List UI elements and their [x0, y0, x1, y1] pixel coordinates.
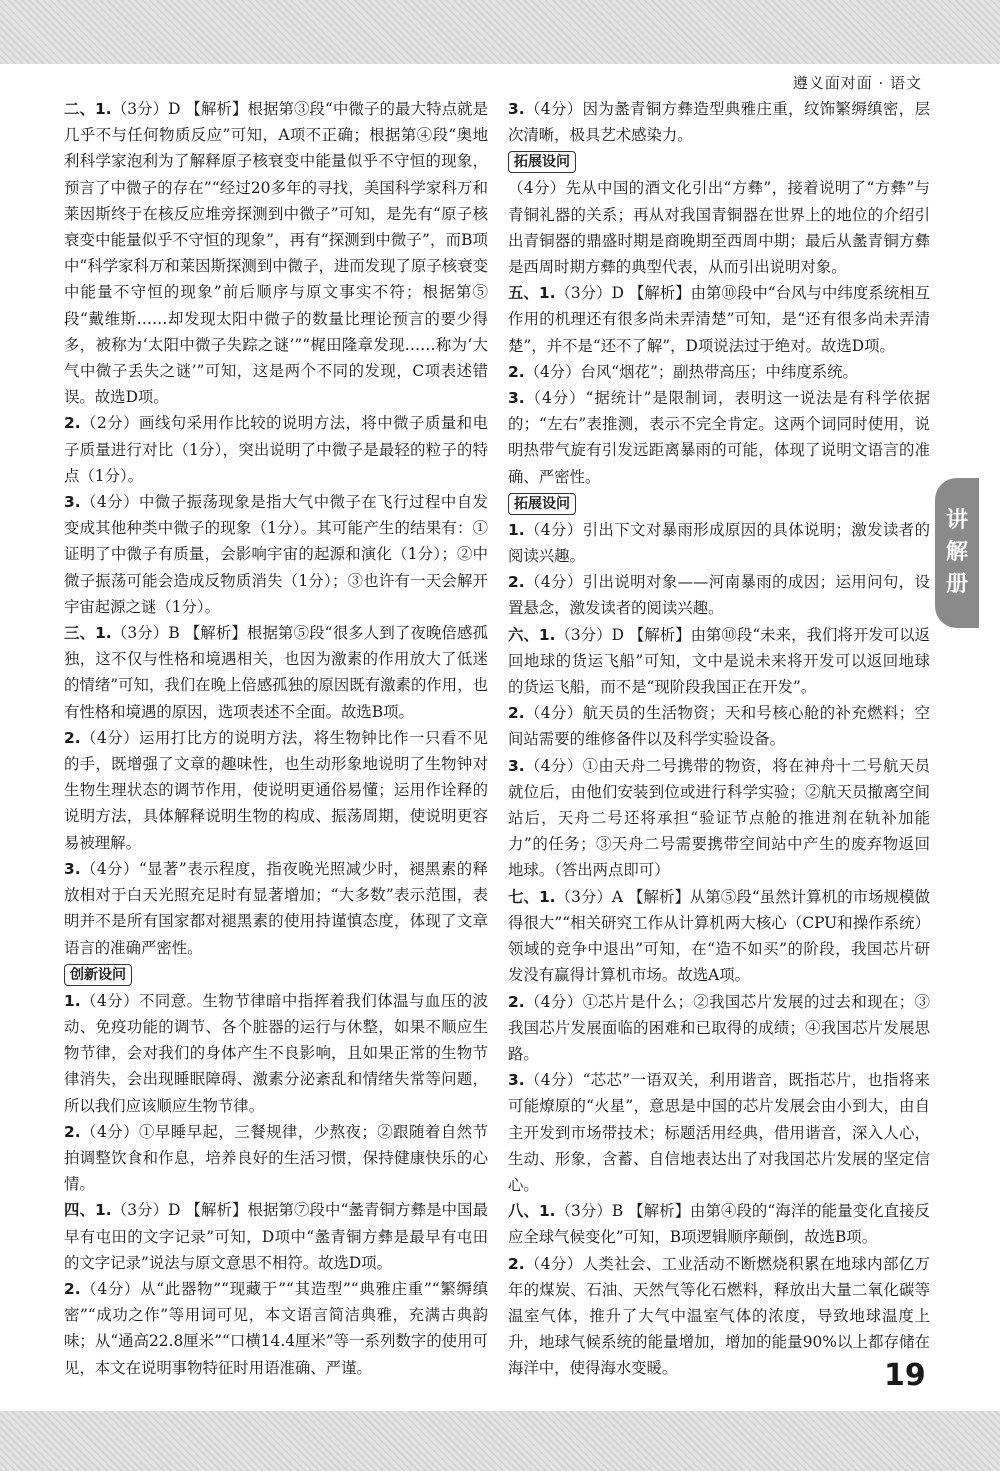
answer-text: （2分）画线句采用作比较的说明方法，将中微子质量和电子质量进行对比（1分），突出说明了中微子是最轻的粒子的特点（1分）。	[64, 414, 488, 485]
subsection-box: 拓展设问	[508, 151, 576, 173]
answer-text: （4分）从“此器物”“现藏于”“其造型”“典雅庄重”“繁缛缜密”“成功之作”等用词可见，本文语言简洁典雅，充满古典韵味；从“通高22.8厘米”“口横14.4厘米”等一系列数字的使用可见，本文在说明事物特征时用语准确、严谨。	[64, 1279, 488, 1377]
question-number: 2.	[508, 1254, 525, 1273]
subsection-box-label	[508, 490, 930, 517]
question-number: 3.	[64, 859, 81, 878]
question-number: 2.	[64, 1122, 81, 1141]
subsection-box-label	[508, 148, 930, 175]
answer-text: （3分）B 【解析】根据第⑤段“很多人到了夜晚倍感孤独，这不仅与性格和境遇相关，也因为激素的作用放大了低迷的情绪”可知，我们在晚上倍感孤独的原因既有激素的作用，也有性格和境遇的原因，选项表述不全面。故选B项。	[64, 624, 488, 721]
answer-item	[64, 725, 488, 856]
answer-text: （4分）“显著”表示程度，指夜晚光照减少时，褪黑素的释放相对于白天光照充足时有显著增加；“大多数”表示范围，表明并不是所有国家都对褪黑素的使用持谨慎态度，体现了文章语言的准确严密性。	[64, 859, 488, 957]
question-number: 2.	[64, 728, 81, 747]
answer-item	[64, 1119, 488, 1198]
answer-text: （3分）D 【解析】根据第③段“中微子的最大特点就是几乎不与任何物质反应”可知，A项不正确；根据第④段“奥地利科学家泡利为了解释原子核衰变中能量似乎不守恒的现象，预言了中微子的存在”“经过20多年的寻找，美国科学家科万和莱因斯终于在核反应堆旁探测到中微子”可知，是先有“原子核衰变中能量似乎不守恒的现象”，再有“探测到中微子”，而B项中“科学家科万和莱因斯探测到中微子，进而发现了原子核衰变中能量不守恒的现象”前后顺序与原文事实不符；根据第⑤段“戴维斯……却发现太阳中微子的数量比理论预言的要少得多，被称为‘太阳中微子失踪之谜’”“梶田隆章发现……称为‘大气中微子丢失之谜’”可知，这是两个不同的发现，C项表述错误。故选D项。	[64, 100, 488, 407]
side-tab-char: 解	[945, 540, 968, 565]
question-number: 八、1.	[508, 1202, 556, 1221]
answer-item	[508, 280, 930, 359]
left-column	[64, 96, 488, 1381]
answer-item	[508, 1198, 930, 1250]
answer-item	[508, 622, 930, 701]
answer-item	[508, 1251, 930, 1382]
question-number: 2.	[64, 414, 81, 433]
answer-text: （4分）航天员的生活物资；天和号核心舱的补充燃料；空间站需要的维修备件以及科学实验设备。	[508, 704, 930, 749]
answer-text: （4分）“芯芯”一语双关，利用谐音，既指芯片，也指将来可能燎原的“火星”，意思是中国的芯片发展会由小到大，由自主开发到市场带技术；标题活用经典，借用谐音，深入人心，生动、形象，含蓄、自信地表达出了对我国芯片发展的坚定信心。	[508, 1071, 930, 1194]
subsection-box: 拓展设问	[508, 493, 576, 515]
answer-item	[64, 856, 488, 961]
question-number: 2.	[508, 362, 525, 381]
side-tab-char: 讲	[945, 508, 968, 533]
answer-text: （4分）人类社会、工业活动不断燃烧积累在地球内部亿万年的煤炭、石油、天然气等化石燃料，释放出大量二氧化碳等温室气体，推升了大气中温室气体的浓度，导致地球温度上升，地球气候系统的能量增加，增加的能量90%以上都存储在海洋中，使得海水变暖。	[508, 1254, 930, 1378]
subsection-box-label	[64, 961, 488, 988]
question-number: 3.	[508, 389, 525, 408]
question-number: 六、1.	[508, 625, 556, 644]
answer-text: （3分）A 【解析】从第⑤段“虽然计算机的市场规模做得很大”“相关研究工作从计算机两大核心（CPU和操作系统）领域的竞争中退出”可知，在“造不如买”的阶段，我国芯片研发没有赢得计算机市场。故选A项。	[508, 887, 930, 985]
right-column	[508, 96, 930, 1382]
question-number: 七、1.	[508, 887, 556, 906]
section-side-tab	[935, 478, 979, 628]
answer-item	[64, 620, 488, 725]
answer-text: （4分）先从中国的酒文化引出“方彝”，接着说明了“方彝”与青铜礼器的关系；再从对我国青铜器在世界上的地位的介绍引出青铜器的鼎盛时期是商晚期至西周中期；最后从盠青铜方彝是西周时期方彝的典型代表，从而引出说明对象。	[508, 179, 930, 277]
answer-item	[508, 385, 930, 490]
answer-text: （4分）不同意。生物节律暗中指挥着我们体温与血压的波动、免疫功能的调节、各个脏器的运行与休整，如果不顺应生物节律，会对我们的身体产生不良影响，且如果正常的生物节律消失，会出现睡眠障碍、激素分泌紊乱和情绪失常等问题，所以我们应该顺应生物节律。	[64, 991, 488, 1115]
answer-item	[508, 1067, 930, 1198]
question-number: 四、1.	[64, 1201, 112, 1220]
answer-text: （3分）D 【解析】由第⑩段“未来，我们将开发可以返回地球的货运飞船”可知，文中是说未来将开发可以返回地球的货运飞船，而不是“现阶段我国正在开发”。	[508, 625, 930, 697]
answer-text: （3分）B 【解析】由第④段的“海洋的能量变化直接反应全球气候变化”可知，B项逻辑顺序颠倒，故选B项。	[508, 1202, 930, 1247]
answer-item	[508, 700, 930, 752]
question-number: 2.	[508, 992, 525, 1011]
answer-item	[508, 989, 930, 1068]
answer-item	[508, 753, 930, 884]
question-number: 2.	[64, 1279, 81, 1298]
subsection-box: 创新设问	[64, 964, 132, 986]
answer-item	[508, 517, 930, 569]
top-decorative-band	[0, 0, 1000, 64]
question-number: 1.	[64, 991, 81, 1010]
answer-item	[508, 884, 930, 989]
answer-text: （3分）D 【解析】根据第⑦段中“盠青铜方彝是中国最早有屯田的文字记录”可知，D项中“盠青铜方彝是最早有屯田的文字记录”说法与原文意思不相符。故选D项。	[64, 1201, 488, 1272]
answer-item	[64, 1276, 488, 1381]
answer-text: （4分）①早睡早起，三餐规律，少熬夜；②跟随着自然节拍调整饮食和作息，培养良好的生活习惯，保持健康快乐的心情。	[64, 1122, 488, 1194]
answer-text: （4分）因为盠青铜方彝造型典雅庄重，纹饰繁缛缜密，层次清晰，极具艺术感染力。	[508, 100, 930, 145]
answer-text: （4分）①芯片是什么；②我国芯片发展的过去和现在；③我国芯片发展面临的困难和已取得的成绩；④我国芯片发展思路。	[508, 992, 930, 1063]
question-number: 1.	[508, 520, 525, 539]
answer-item	[508, 175, 930, 280]
question-number: 2.	[508, 573, 525, 592]
answer-text: （4分）“据统计”是限制词，表明这一说法是有科学依据的；“左右”表推测，表示不完全肯定。这两个词同时使用，说明热带气旋有引发远距离暴雨的可能，体现了说明文语言的准确、严密性。	[508, 389, 930, 486]
page-header: 遵义面对面 · 语文	[792, 74, 922, 92]
answer-text: （4分）引出下文对暴雨形成原因的具体说明；激发读者的阅读兴趣。	[508, 520, 930, 566]
question-number: 3.	[508, 756, 525, 775]
question-number: 3.	[508, 100, 525, 118]
question-number: 2.	[508, 704, 525, 723]
answer-text: （4分）中微子振荡现象是指大气中微子在飞行过程中自发变成其他种类中微子的现象（1分）。其可能产生的结果有：①证明了中微子有质量，会影响宇宙的起源和演化（1分）；②中微子振荡可能会造成反物质消失（1分）；③也许有一天会解开宇宙起源之谜（1分）。	[64, 493, 488, 616]
question-number: 3.	[64, 493, 81, 512]
answer-text: （4分）运用打比方的说明方法，将生物钟比作一只看不见的手，既增强了文章的趣味性，也生动形象地说明了生物钟对生物生理状态的调节作用，使说明更通俗易懂；运用作诠释的说明方法，具体解释说明生物的构成、振荡周期，使说明更容易被理解。	[64, 728, 488, 852]
answer-item	[64, 410, 488, 489]
answer-item	[64, 96, 488, 410]
question-number: 3.	[508, 1071, 525, 1090]
answer-item	[508, 96, 930, 148]
answer-item	[508, 569, 930, 621]
question-number: 二、1.	[64, 100, 112, 118]
question-number: 五、1.	[508, 284, 556, 303]
side-tab-char: 册	[945, 572, 968, 597]
answer-text: （3分）D 【解析】由第⑩段中“台风与中纬度系统相互作用的机理还有很多尚未弄清楚”可知，是“还有很多尚未弄清楚”，并不是“还不了解”，D项说法过于绝对。故选D项。	[508, 284, 930, 355]
answer-text: （4分）引出说明对象——河南暴雨的成因；运用问句，设置悬念，激发读者的阅读兴趣。	[508, 573, 930, 618]
bottom-decorative-band	[0, 1411, 1000, 1471]
answer-item	[64, 1197, 488, 1276]
answer-item	[64, 489, 488, 620]
answer-item	[508, 359, 930, 385]
answer-text: （4分）台风“烟花”；副热带高压；中纬度系统。	[524, 362, 858, 381]
answer-item	[64, 988, 488, 1119]
question-number: 三、1.	[64, 624, 112, 643]
answer-text: （4分）①由天舟二号携带的物资，将在神舟十二号航天员就位后，由他们安装到位或进行科学实验；②航天员撤离空间站后，天舟二号还将承担“验证节点舱的推进剂在轨补加能力”的任务；③天舟二号需要携带空间站中产生的废弃物返回地球。（答出两点即可）	[508, 756, 930, 880]
page-number: 19	[884, 1358, 926, 1393]
